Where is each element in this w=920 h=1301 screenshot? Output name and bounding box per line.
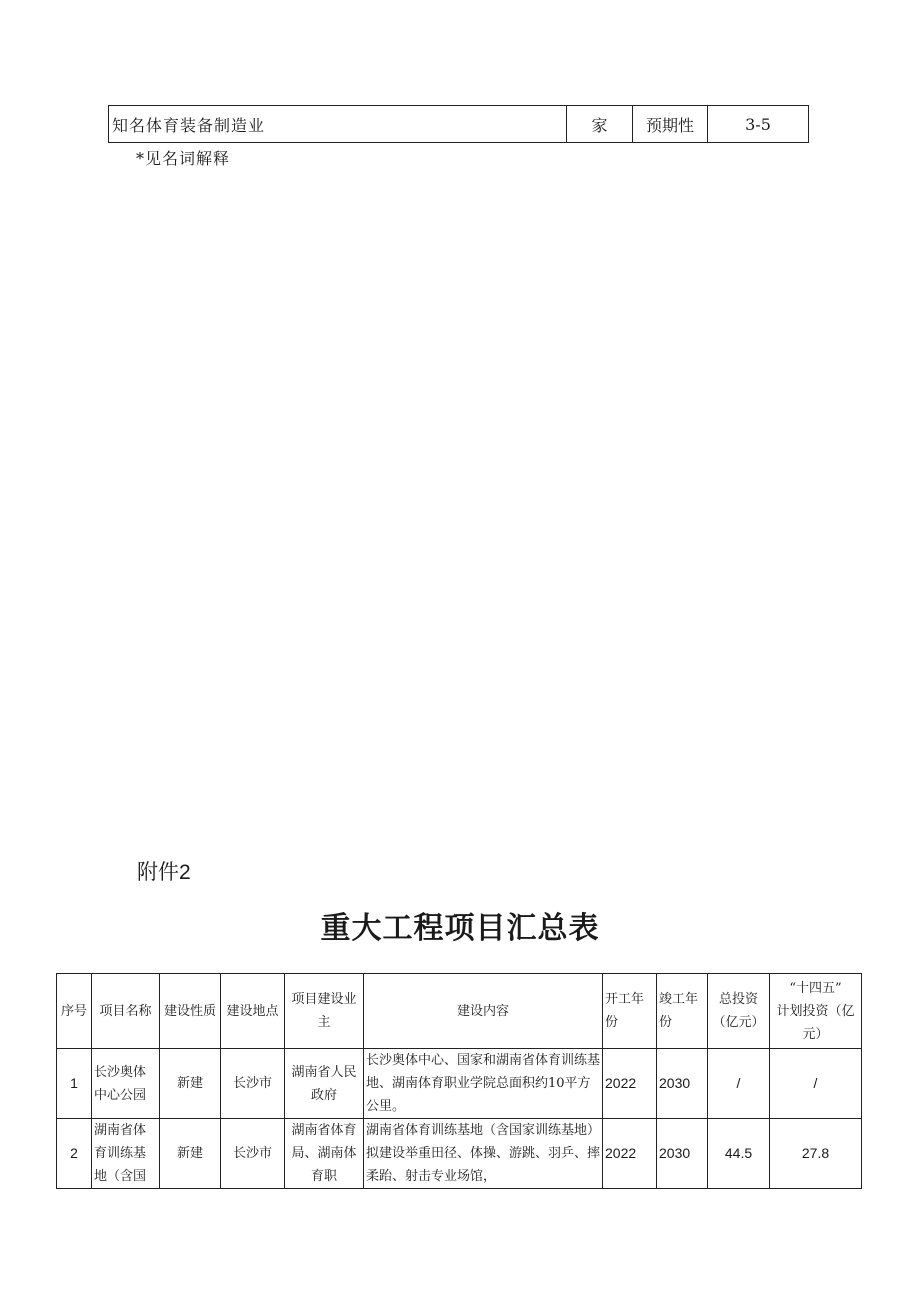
header-seq: 序号 bbox=[57, 974, 92, 1049]
indicator-table bbox=[108, 105, 809, 143]
indicator-name: 知名体育装备制造业 bbox=[109, 106, 567, 143]
cell-name: 长沙奥体中心公园 bbox=[92, 1049, 160, 1119]
cell-owner-text: 湖南省体育局、湖南体育职 bbox=[291, 1123, 357, 1184]
cell-plan-investment: / bbox=[770, 1049, 862, 1119]
cell-name bbox=[92, 1119, 160, 1189]
header-plan-line2: 计划投资（亿元） bbox=[776, 1003, 855, 1042]
header-name: 项目名称 bbox=[92, 974, 160, 1049]
cell-end-year: 2030 bbox=[657, 1049, 708, 1119]
header-end-year: 竣工年份 bbox=[657, 974, 708, 1049]
cell-start-year: 2022 bbox=[603, 1119, 657, 1189]
indicator-type: 预期性 bbox=[633, 106, 708, 143]
cell-location: 长沙市 bbox=[221, 1049, 285, 1119]
cell-total-investment: / bbox=[708, 1049, 770, 1119]
cell-nature: 新建 bbox=[160, 1049, 221, 1119]
cell-end-year: 2030 bbox=[657, 1119, 708, 1189]
footnote: *见名词解释 bbox=[136, 149, 231, 168]
cell-nature: 新建 bbox=[160, 1119, 221, 1189]
header-plan-line1: “十四五” bbox=[789, 980, 842, 996]
cell-content: 长沙奥体中心、国家和湖南省体育训练基地、湖南体育职业学院总面积约10平方公里。 bbox=[364, 1049, 603, 1119]
indicator-target: 3-5 bbox=[708, 106, 809, 143]
cell-seq: 2 bbox=[57, 1119, 92, 1189]
cell-plan-investment: 27.8 bbox=[770, 1119, 862, 1189]
attachment-number: 2 bbox=[179, 861, 191, 884]
header-location: 建设地点 bbox=[221, 974, 285, 1049]
table-row bbox=[57, 1049, 862, 1119]
header-content: 建设内容 bbox=[364, 974, 603, 1049]
cell-name-text: 湖南省体育训练基地（含国 bbox=[94, 1123, 147, 1184]
attachment-heading bbox=[137, 856, 191, 886]
indicator-unit: 家 bbox=[567, 106, 633, 143]
cell-start-year: 2022 bbox=[603, 1049, 657, 1119]
projects-table bbox=[56, 973, 862, 1189]
header-owner: 项目建设业主 bbox=[285, 974, 364, 1049]
cell-content-text: 湖南省体育训练基地（含国家训练基地）拟建设举重田径、体操、游跳、羽乒、摔柔跆、射击专业场馆， bbox=[366, 1123, 600, 1184]
cell-total-investment: 44.5 bbox=[708, 1119, 770, 1189]
page-title: 重大工程项目汇总表 bbox=[320, 911, 600, 946]
header-start-year: 开工年份 bbox=[603, 974, 657, 1049]
header-plan-investment bbox=[770, 974, 862, 1049]
table-header-row bbox=[57, 974, 862, 1049]
header-total-investment: 总投资（亿元） bbox=[708, 974, 770, 1049]
attachment-label: 附件 bbox=[137, 860, 179, 884]
cell-content bbox=[364, 1119, 603, 1189]
cell-seq: 1 bbox=[57, 1049, 92, 1119]
cell-owner bbox=[285, 1119, 364, 1189]
header-nature: 建设性质 bbox=[160, 974, 221, 1049]
indicator-row bbox=[109, 106, 809, 143]
cell-owner: 湖南省人民政府 bbox=[285, 1049, 364, 1119]
table-row bbox=[57, 1119, 862, 1189]
cell-location: 长沙市 bbox=[221, 1119, 285, 1189]
